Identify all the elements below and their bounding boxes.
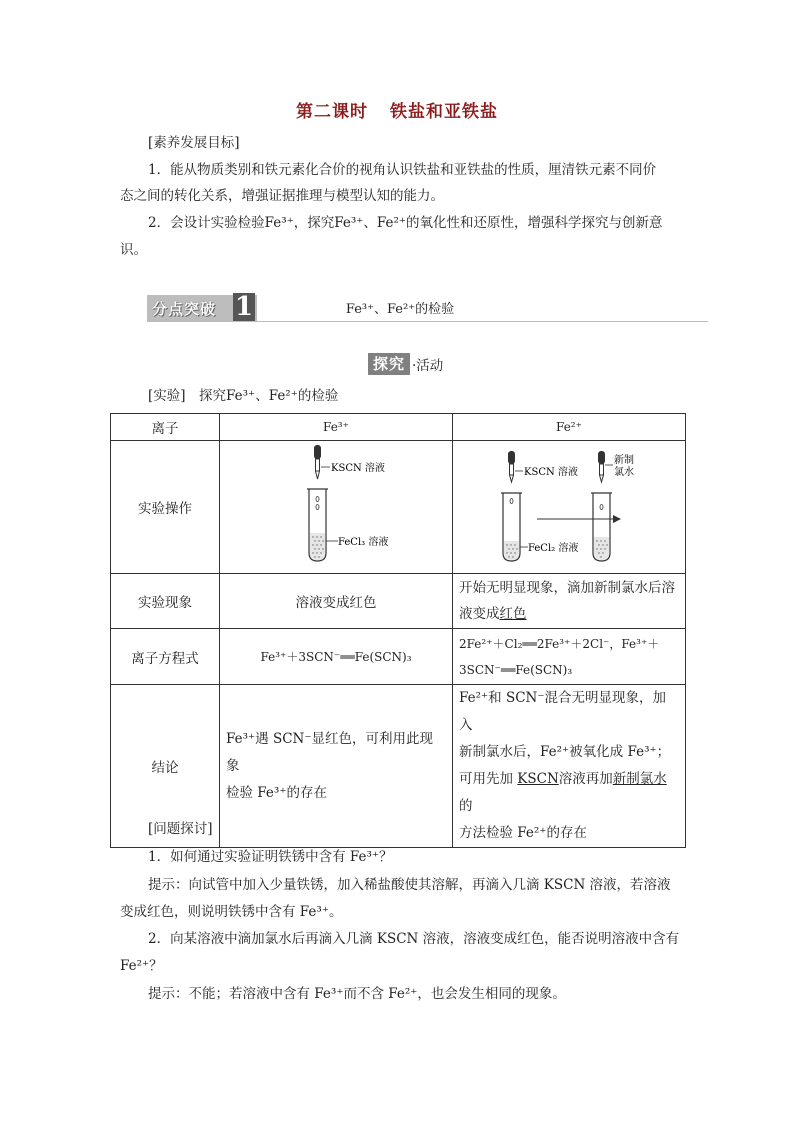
phenomenon-fe2-underlined: 红色 — [499, 606, 527, 622]
phenomenon-fe3: 溶液变成红色 — [220, 574, 453, 629]
answer-1-line-2: 变成红色，则说明铁锈中含有 Fe³⁺。 — [120, 904, 343, 920]
goal-1-line-2: 态之间的转化关系，增强证据推理与模型认知的能力。 — [120, 188, 444, 204]
conclusion-fe2-line3 — [459, 766, 679, 820]
fig2-chlorine-line2: 氯水 — [614, 467, 634, 478]
test-tube-icon — [591, 493, 612, 561]
phenomenon-label: 实验现象 — [111, 574, 220, 629]
conclusion-fe2-chlorine: 新制氯水 — [612, 771, 667, 787]
conclusion-fe3-line1: Fe³⁺遇 SCN⁻显红色，可利用此现象 — [226, 730, 433, 774]
experiment-heading: [实验] 探究Fe³⁺、Fe²⁺的检验 — [148, 388, 339, 404]
title-part1: 第二课时 — [296, 102, 368, 122]
explore-label: 探究 — [368, 353, 410, 375]
section-banner — [147, 292, 257, 322]
conclusion-fe2-line4: 方法检验 Fe²⁺的存在 — [459, 825, 587, 841]
header-fe2: Fe²⁺ — [453, 414, 686, 441]
banner-label: 分点突破 — [152, 300, 217, 318]
fig1-solution-label: FeCl₃ 溶液 — [338, 537, 389, 548]
banner-number: 1 — [234, 292, 254, 322]
title-part2: 铁盐和亚铁盐 — [390, 102, 498, 122]
conclusion-fe2 — [453, 685, 686, 848]
fe3-apparatus-diagram — [220, 441, 452, 569]
test-tube-icon — [501, 493, 522, 561]
discussion-heading: [问题探讨] — [148, 821, 213, 837]
equation-fe2 — [453, 629, 686, 685]
dropper-icon — [314, 445, 321, 479]
equation-fe2-line2: 3SCN⁻══Fe(SCN)₃ — [459, 662, 573, 677]
fe2-apparatus-cell — [453, 441, 686, 574]
question-1: 1．如何通过实验证明铁锈中含有 Fe³⁺？ — [148, 849, 393, 865]
answer-1-line-1: 提示：向试管中加入少量铁锈，加入稀盐酸使其溶解，再滴入几滴 KSCN 溶液，若溶液 — [148, 877, 671, 893]
table-row-equation — [111, 629, 686, 685]
conclusion-fe2-line2: 新制氯水后，Fe²⁺被氧化成 Fe³⁺； — [459, 744, 671, 760]
table-row-phenomenon — [111, 574, 686, 629]
conclusion-label: 结论 — [111, 685, 220, 848]
fig2-reagent-label: KSCN 溶液 — [524, 467, 578, 478]
goal-2-line-2: 识。 — [120, 242, 147, 258]
table-row-operation — [111, 441, 686, 574]
equation-label: 离子方程式 — [111, 629, 220, 685]
phenomenon-fe2-pre: 液变成 — [459, 606, 500, 622]
explore-suffix: ·活动 — [412, 358, 444, 374]
phenomenon-fe2-line1: 开始无明显现象，滴加新制氯水后溶 — [459, 580, 675, 596]
fe2-apparatus-diagram — [453, 441, 685, 569]
section-divider — [147, 321, 708, 322]
conclusion-fe2-line3-a: 可用先加 — [459, 771, 518, 787]
conclusion-fe2-line3-b: 溶液再加 — [558, 771, 613, 787]
answer-2: 提示：不能；若溶液中含有 Fe³⁺而不含 Fe²⁺，也会发生相同的现象。 — [148, 986, 566, 1002]
question-2-line-2: Fe²⁺？ — [120, 958, 163, 974]
fig2-chlorine-line1: 新制 — [614, 455, 634, 466]
page-title — [0, 97, 794, 122]
header-fe3: Fe³⁺ — [220, 414, 453, 441]
fig2-solution-label: FeCl₂ 溶液 — [528, 543, 579, 554]
goal-2-line-1: 2．会设计实验检验Fe³⁺，探究Fe³⁺、Fe²⁺的氧化性和还原性，增强科学探究与创新意 — [148, 215, 663, 231]
experiment-table — [110, 413, 686, 848]
conclusion-fe2-line1: Fe²⁺和 SCN⁻混合无明显现象，加入 — [459, 690, 666, 733]
phenomenon-fe2-line2 — [459, 601, 679, 627]
equation-fe2-line1: 2Fe²⁺＋Cl₂══2Fe³⁺＋2Cl⁻，Fe³⁺＋ — [459, 636, 660, 651]
question-2-line-1: 2．向某溶液中滴加氯水后再滴入几滴 KSCN 溶液，溶液变成红色，能否说明溶液中含有 — [148, 931, 680, 947]
conclusion-fe3-line2: 检验 Fe³⁺的存在 — [226, 784, 327, 801]
fig1-reagent-label: KSCN 溶液 — [331, 463, 385, 474]
conclusion-fe3 — [220, 685, 453, 848]
header-label: 离子 — [111, 414, 220, 441]
arrow-right-icon — [537, 515, 621, 523]
equation-fe3: Fe³⁺＋3SCN⁻══Fe(SCN)₃ — [220, 629, 453, 685]
phenomenon-fe2 — [453, 574, 686, 629]
goals-heading: [素养发展目标] — [148, 135, 240, 151]
dropper-icon — [598, 451, 605, 482]
conclusion-fe2-line3-c: 的 — [459, 798, 473, 814]
section-title: Fe³⁺、Fe²⁺的检验 — [345, 302, 455, 317]
goal-1-line-1: 1．能从物质类别和铁元素化合价的视角认识铁盐和亚铁盐的性质，厘清铁元素不同价 — [148, 162, 657, 178]
dropper-icon — [508, 451, 515, 482]
test-tube-icon — [307, 489, 328, 561]
operation-label: 实验操作 — [111, 441, 220, 574]
table-row-header — [111, 414, 686, 441]
conclusion-fe2-kscn: KSCN — [517, 771, 559, 787]
fe3-apparatus-cell — [220, 441, 453, 574]
